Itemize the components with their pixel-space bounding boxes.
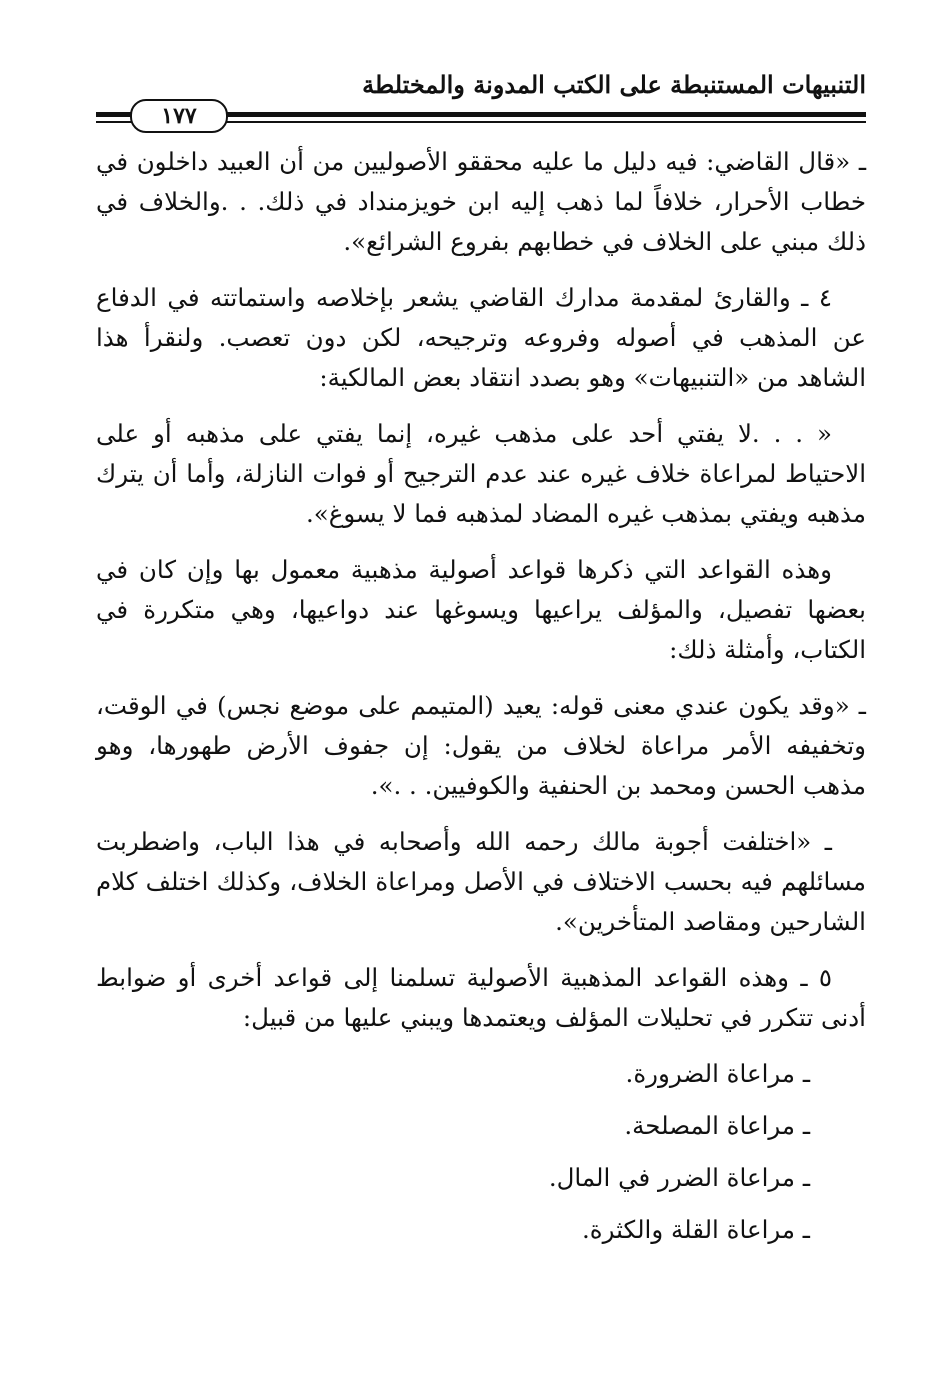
paragraph-quote-qadi: ـ «قال القاضي: فيه دليل ما عليه محققو الأصوليين من أن العبيد داخلون في خطاب الأحرار، خلافاً لما ذهب إليه ابن خويزمنداد في ذلك. . .والخلاف في ذلك مبني على الخلاف في خطابهم بفروع الشرائع». <box>96 147 866 256</box>
paragraph-quote-fatwa: « . . .لا يفتي أحد على مذهب غيره، إنما يفتي على مذهبه أو على الاحتياط لمراعاة خلاف غيره عند عدم الترجيح أو فوات النازلة، وأما أن يترك مذهبه ويفتي بمذهب غيره المضاد لمذهبه فما لا يسوغ». <box>96 419 866 528</box>
paragraph-quote-tayammum: ـ «وقد يكون عندي معنى قوله: يعيد (المتيمم على موضع نجس) في الوقت، وتخفيفه الأمر مراعاة لخلاف من يقول: إن جفوف الأرض طهورها، وهو مذهب الحسن ومحمد بن الحنفية والكوفيين. . .». <box>96 691 866 800</box>
paragraph-point-5: ٥ ـ وهذه القواعد المذهبية الأصولية تسلمنا إلى قواعد أخرى أو ضوابط أدنى تتكرر في تحليلات المؤلف ويعتمدها ويبني عليها من قبيل: <box>96 963 866 1032</box>
body-text <box>96 142 866 1262</box>
list-item: ـ مراعاة الضرر في المال. <box>548 1163 810 1192</box>
paragraph-rules: وهذه القواعد التي ذكرها قواعد أصولية مذهبية معمول بها وإن كان في بعضها تفصيل، والمؤلف يراعيها ويسوغها عند دواعيها، وهي متكررة في الكتاب، وأمثلة ذلك: <box>96 555 866 664</box>
rules-list <box>96 1054 866 1250</box>
list-item: ـ مراعاة الضرورة. <box>625 1059 810 1088</box>
list-item: ـ مراعاة المصلحة. <box>624 1111 810 1140</box>
list-item: ـ مراعاة القلة والكثرة. <box>582 1215 810 1244</box>
paragraph-point-4: ٤ ـ والقارئ لمقدمة مدارك القاضي يشعر بإخلاصه واستماتته في الدفاع عن المذهب في أصوله وفروعه وترجيحه، لكن دون تعصب. ولنقرأ هذا الشاهد من «التنبيهات» وهو بصدد انتقاد بعض المالكية: <box>96 283 866 392</box>
paragraph-quote-malik: ـ «اختلفت أجوبة مالك رحمه الله وأصحابه في هذا الباب، واضطربت مسائلهم فيه بحسب الاختلاف في الأصل ومراعاة الخلاف، وكذلك اختلف كلام الشارحين ومقاصد المتأخرين». <box>96 827 866 936</box>
page-number: ١٧٧ <box>130 99 228 133</box>
running-header-title: التنبيهات المستنبطة على الكتب المدونة والمختلطة <box>362 70 866 99</box>
